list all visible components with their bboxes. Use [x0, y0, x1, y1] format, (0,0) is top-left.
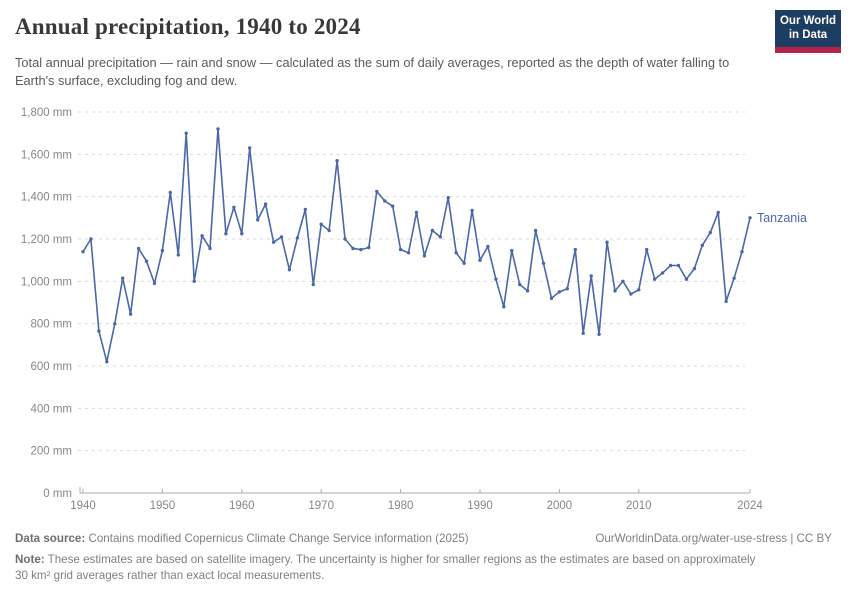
- data-point: [590, 274, 593, 277]
- data-point: [645, 248, 648, 251]
- data-point: [296, 236, 299, 239]
- series-line: [83, 129, 750, 362]
- data-point: [534, 229, 537, 232]
- data-point: [510, 249, 513, 252]
- data-point: [200, 234, 203, 237]
- data-point: [550, 297, 553, 300]
- chart-subtitle: Total annual precipitation — rain and snow — calculated as the sum of daily averages, reported as the depth of water falling to Earth's surface, excluding fog and dew.: [15, 55, 730, 88]
- data-point: [415, 211, 418, 214]
- y-tick-label: 1,200 mm: [20, 234, 72, 246]
- x-tick-label: 1980: [387, 500, 414, 512]
- data-point: [272, 241, 275, 244]
- y-tick-label: 200 mm: [30, 445, 72, 458]
- data-point: [129, 312, 132, 315]
- data-point: [558, 290, 561, 293]
- data-point: [653, 278, 656, 281]
- data-point: [240, 232, 243, 235]
- series-points: [81, 127, 751, 363]
- y-tick-label: 0 mm: [43, 488, 72, 500]
- data-point: [105, 360, 108, 363]
- data-point: [637, 288, 640, 291]
- data-point: [367, 246, 370, 249]
- y-tick-label: 1,800 mm: [20, 107, 72, 119]
- data-point: [709, 231, 712, 234]
- data-point: [740, 250, 743, 253]
- y-tick-labels: [21, 107, 72, 500]
- data-point: [137, 247, 140, 250]
- data-point: [518, 283, 521, 286]
- data-point: [724, 300, 727, 303]
- data-point: [494, 278, 497, 281]
- series-entity-label: Tanzania: [756, 210, 808, 225]
- data-point: [613, 289, 616, 292]
- y-tick-label: 600 mm: [30, 361, 72, 373]
- page-title: Annual precipitation, 1940 to 2024: [15, 14, 361, 39]
- data-point: [232, 206, 235, 209]
- data-point: [304, 208, 307, 211]
- data-point: [97, 329, 100, 332]
- y-tick-label: 800 mm: [30, 318, 72, 331]
- data-point: [462, 262, 465, 265]
- data-point: [526, 289, 529, 292]
- data-point: [145, 260, 148, 263]
- data-point: [113, 322, 116, 325]
- data-point: [312, 283, 315, 286]
- data-point: [359, 248, 362, 251]
- y-tick-label: 1,000 mm: [20, 276, 72, 289]
- data-point: [161, 249, 164, 252]
- y-tick-label: 1,600 mm: [20, 149, 72, 162]
- x-tick-label: 1960: [229, 500, 255, 512]
- data-point: [335, 159, 338, 162]
- chart-footer: [15, 532, 835, 585]
- x-tick-label: 1990: [467, 500, 493, 512]
- owid-url-link[interactable]: OurWorldinData.org/water-use-stress | CC BY: [595, 532, 832, 545]
- data-point: [685, 278, 688, 281]
- data-point: [383, 199, 386, 202]
- data-point: [391, 205, 394, 208]
- data-point: [399, 248, 402, 251]
- x-tick-label: 2000: [546, 500, 573, 512]
- data-point: [351, 247, 354, 250]
- owid-logo[interactable]: [775, 10, 841, 53]
- data-point: [502, 305, 505, 308]
- data-point: [256, 218, 259, 221]
- data-point: [455, 251, 458, 254]
- data-point: [375, 190, 378, 193]
- data-point: [470, 209, 473, 212]
- y-gridlines: [78, 112, 745, 451]
- data-point: [216, 127, 219, 130]
- data-point: [81, 250, 84, 253]
- chart-svg: [0, 95, 850, 520]
- data-point: [574, 248, 577, 251]
- data-point: [582, 332, 585, 335]
- data-point: [693, 267, 696, 270]
- data-point: [478, 259, 481, 262]
- data-point: [732, 277, 735, 280]
- data-point: [327, 229, 330, 232]
- data-point: [621, 280, 624, 283]
- source-row: [15, 532, 832, 545]
- data-point: [121, 277, 124, 280]
- data-point: [423, 254, 426, 257]
- note-label: Note:: [15, 553, 45, 566]
- data-point: [486, 245, 489, 248]
- x-tick-label: 1950: [149, 500, 176, 512]
- data-point: [439, 235, 442, 238]
- x-tick-label: 2024: [737, 500, 763, 512]
- data-point: [89, 237, 92, 240]
- data-point: [177, 253, 180, 256]
- data-point: [629, 292, 632, 295]
- data-point: [248, 146, 251, 149]
- data-point: [407, 251, 410, 254]
- data-source-text: Data source: Contains modified Copernicus Climate Change Service information (2025): [15, 532, 469, 545]
- data-point: [677, 264, 680, 267]
- note-row: Note: These estimates are based on satellite imagery. The uncertainty is higher for smaller regions as the estimates are based on approximately 30 km² grid averages rather than exact local measurements.: [15, 553, 756, 583]
- data-point: [542, 262, 545, 265]
- data-point: [748, 216, 751, 219]
- data-point: [224, 232, 227, 235]
- data-point: [447, 196, 450, 199]
- data-point: [343, 237, 346, 240]
- owid-logo-line1: Our World: [779, 14, 836, 27]
- x-tick-labels: [70, 500, 763, 512]
- data-point: [566, 287, 569, 290]
- data-point: [208, 247, 211, 250]
- data-point: [169, 191, 172, 194]
- data-point: [320, 223, 323, 226]
- data-point: [185, 132, 188, 135]
- x-tick-label: 1970: [308, 500, 334, 512]
- data-source-label: Data source:: [15, 532, 86, 545]
- data-point: [264, 202, 267, 205]
- y-tick-label: 1,400 mm: [20, 191, 72, 204]
- data-point: [661, 271, 664, 274]
- x-axis: [80, 487, 750, 493]
- data-point: [431, 229, 434, 232]
- data-point: [701, 244, 704, 247]
- x-tick-label: 1940: [70, 500, 96, 512]
- data-point: [605, 241, 608, 244]
- owid-logo-line2: in Data: [788, 28, 828, 41]
- data-point: [193, 280, 196, 283]
- data-point: [669, 264, 672, 267]
- y-tick-label: 400 mm: [30, 403, 72, 416]
- x-tick-label: 2010: [626, 500, 652, 512]
- data-point: [288, 268, 291, 271]
- data-point: [597, 333, 600, 336]
- data-point: [280, 235, 283, 238]
- data-point: [717, 211, 720, 214]
- data-point: [153, 282, 156, 285]
